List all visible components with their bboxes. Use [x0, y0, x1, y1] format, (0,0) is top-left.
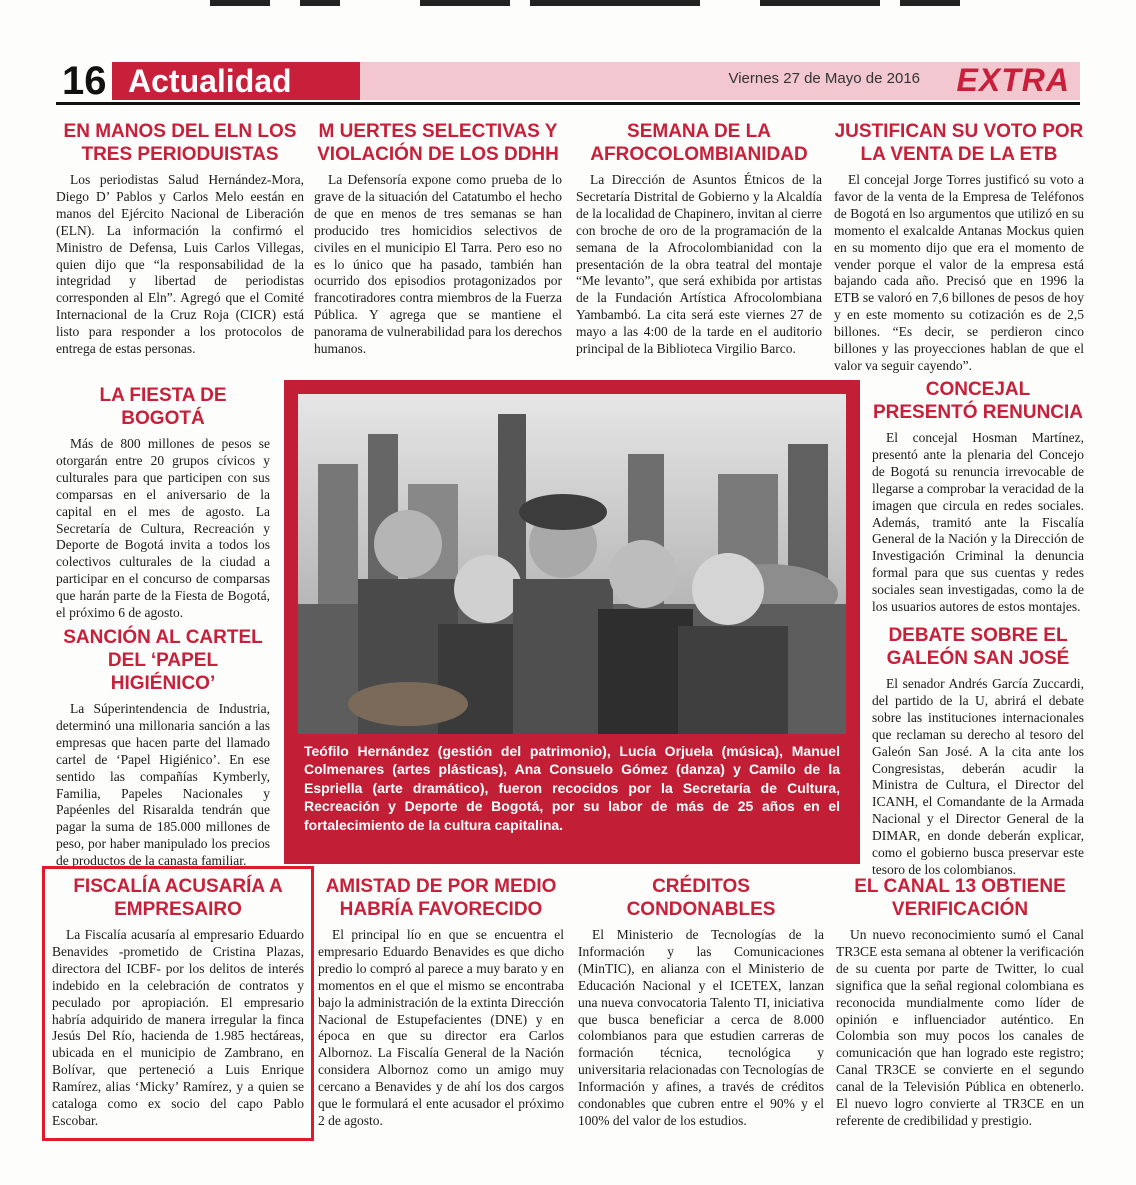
article-eln	[56, 120, 304, 358]
feature-photo	[284, 380, 860, 864]
article-body: El Ministerio de Tecnologías de la Información y las Comunicaciones (MinTIC), en alianza con el Ministerio de Educación Nacional y el ICETEX, lanzan una nueva convocatoria Talento TI, iniciativa que busca beneficiar a cerca de 8.000 colombianos para que estudien carreras de formación técnica, tecnológica y universitaria relacionadas con Tecnologías de Información y afines, a través de créditos condonables que cubren entre el 90% y el 100% del valor de los estudios.	[578, 927, 824, 1128]
newspaper-logo: EXTRA	[956, 62, 1070, 98]
issue-date: Viernes 27 de Mayo de 2016	[728, 70, 920, 87]
article-body: La Súperintendencia de Industria, determinó una millonaria sanción a las empresas que hacen parte del llamado cartel de ‘Papel Higiénico’. En ese sentido las compañías Kymberly, Familia, Papeles Nacionales y Papéenles del Risaralda tendrán que pagar la suma de 185.000 millones de peso, por haber manipulado los precios de productos de la canasta familiar.	[56, 701, 270, 869]
article-title: SANCIÓN AL CARTEL DEL ‘PAPEL HIGIÉNICO’	[63, 627, 263, 694]
top-print-strip	[0, 0, 1136, 14]
article-body: Un nuevo reconocimiento sumó el Canal TR3CE esta semana al obtener la verificación de su cuenta por parte de Twitter, lo cual significa que la señal regional colombiana es reconocida mundialmente como líder de opinión e influenciador auténtico. En Colombia son muy pocos los canales de comunicación que han logrado este registro; Canal TR3CE se convierte en el segundo canal de la Televisión Pública en obtenerlo. El nuevo logro convierte al TR3CE en un referente de credibilidad y prestigio.	[836, 927, 1084, 1128]
article-title: FISCALÍA ACUSARÍA A EMPRESAIRO	[73, 876, 283, 920]
article-title: JUSTIFICAN SU VOTO POR LA VENTA DE LA ETB	[834, 121, 1084, 165]
article-body: La Dirección de Asuntos Étnicos de la Secretaría Distrital de Gobierno y la Alcaldía de la localidad de Chapinero, invitan al cierre con broche de oro de la programación de la semana de la Afrocolombianidad con la presentación de la obra teatral del montaje “Me levanto”, que será exhibida por artistas de la Fundación Artística Afrocolombiana Yambambó. La cita será este viernes 27 de mayo a las 4:00 de la tarde en el auditorio principal de la Biblioteca Virgilio Barco.	[576, 172, 822, 357]
honorees-photo-image	[298, 394, 846, 734]
article-body: La Defensoría expone como prueba de lo grave de la situación del Catatumbo el hecho de que en menos de tres semanas se han producido tres homicidios selectivos de civiles en el municipio El Tarra. Pero eso no es lo único que ha pasado, también han ocurrido dos episodios protagonizados por francotiradores contra miembros de la Fuerza Pública. Y agrega que se mantiene el panorama de vulnerabilidad para los derechos humanos.	[314, 172, 562, 357]
article-fiesta-bogota	[56, 384, 270, 622]
section-title: Actualidad	[112, 62, 360, 100]
article-title: EN MANOS DEL ELN LOS TRES PERIODUISTAS	[63, 121, 297, 165]
article-title: SEMANA DE LA AFROCOLOMBIANIDAD	[590, 121, 808, 165]
page-number: 16	[62, 59, 107, 103]
article-amistad	[318, 875, 564, 1130]
article-title: DEBATE SOBRE EL GALEÓN SAN JOSÉ	[886, 625, 1070, 669]
article-title: EL CANAL 13 OBTIENE VERIFICACIÓN	[854, 876, 1066, 920]
article-body: Más de 800 millones de pesos se otorgarán entre 20 grupos cívicos y culturales para que participen con sus comparsas en el aniversario de la capital en el mes de agosto. La Secretaría de Cultura, Recreación y Deporte de Bogotá invita a todos los colectivos culturales de la ciudad a participar en el concurso de comparsas que harán parte de la Fiesta de Bogotá, el próximo 6 de agosto.	[56, 436, 270, 621]
article-body: El principal lío en que se encuentra el empresario Eduardo Benavides es que dicho predio lo compró al parece a muy barato y en momentos en el que el mismo se encontraba bajo la administración de la extinta Dirección Nacional de Estupefacientes (DNE) y en época en que su director era Carlos Albornoz. La Fiscalía General de la Nación considera Albornoz como un amigo muy cercano a Benavides y de ahí los dos cargos que le formulará el ente acusador el próximo 2 de agosto.	[318, 927, 564, 1128]
article-muertes	[314, 120, 562, 358]
article-body: El concejal Jorge Torres justificó su voto a favor de la venta de la Empresa de Teléfonos de Bogotá en lso argumentos que utilizó en su momento el exalcalde Antanas Mockus quien en su momento dijo que era el momento de vender porque el valor de la empresa está bajando cada año. Precisó que en 1996 la ETB se valoró en 7,6 billones de pesos de hoy y en este momento su cotización es de 2,5 billones. “Es decir, se perdieron cinco billones y las proyecciones hablan de que el valor va seguir cayendo”.	[834, 172, 1084, 373]
article-body: El concejal Hosman Martínez, presentó ante la plenaria del Concejo de Bogotá su renuncia irrevocable de llegarse a comprobar la veracidad de la imagen que circula en redes sociales. Además, tramitó ante la Fiscalía General de la Nación y la Dirección de Investigación Criminal la denuncia formal para que sus cuentas y redes sociales sean investigadas, como la de los usuarios autores de estos montajes.	[872, 430, 1084, 615]
photo-caption: Teófilo Hernández (gestión del patrimonio), Lucía Orjuela (música), Manuel Colmenares (artes plásticas), Ana Consuelo Gómez (danza) y Camilo de la Espriella (arte dramático), fueron recocidos por la Secretaría de Cultura, Recreación y Deporte de Bogotá, por su labor de más de 25 años en el fortalecimiento de la cultura capitalina.	[304, 743, 840, 833]
article-body: La Fiscalía acusaría al empresario Eduardo Benavides -prometido de Cristina Plazas, directora del ICBF- por los delitos de interés indebido en la celebración de contratos y peculado por apropiación. El empresario habría adquirido de manera irregular la finca Jesús Del Río, hacienda de 1.985 hectáreas, ubicada en el municipio de Zambrano, en Bolívar, que perteneció a Luis Enrique Ramírez, alias ‘Micky’ Ramírez, y a quien se cataloga como ex socio del capo Pablo Escobar.	[52, 927, 304, 1128]
article-canal13	[836, 875, 1084, 1130]
article-body: El senador Andrés García Zuccardi, del partido de la U, abrirá el debate sobre las instituciones internacionales que reclaman su derecho al tesoro del Galeón San José. A la cita ante los Congresistas, deberán acudir la Ministra de Cultura, el Director del ICANH, el Comandante de la Armada Nacional y el Director General de la DIMAR, en donde deberán explicar, como el gobierno busca preservar este tesoro de los colombianos.	[872, 676, 1084, 877]
article-creditos	[578, 875, 824, 1130]
article-galeon	[872, 624, 1084, 879]
article-afrocolombianidad	[576, 120, 822, 358]
article-body: Los periodistas Salud Hernández-Mora, Diego D’ Pablos y Carlos Melo eestán en manos del Ejército Nacional de Liberación (ELN). La información la confirmó el Ministro de Defensa, Luis Carlos Villegas, quien dijo que “la responsabilidad de la integridad y libertad de periodistas corresponden al Eln”. Agregó que el Comité Internacional de la Cruz Roja (CICR) está listo para responder a los protocolos de entrega de estas personas.	[56, 172, 304, 357]
page-header	[56, 60, 1080, 105]
article-concejal	[872, 378, 1084, 616]
article-etb	[834, 120, 1084, 375]
article-title: LA FIESTA DE BOGOTÁ	[99, 385, 227, 429]
article-sancion	[56, 626, 270, 870]
article-title: M UERTES SELECTIVAS Y VIOLACIÓN DE LOS DDHH	[317, 121, 559, 165]
article-fiscalia	[52, 875, 304, 1130]
article-title: CRÉDITOS CONDONABLES	[626, 876, 776, 920]
article-title: CONCEJAL PRESENTÓ RENUNCIA	[872, 379, 1084, 423]
article-title: AMISTAD DE POR MEDIO HABRÍA FAVORECIDO	[325, 876, 557, 920]
